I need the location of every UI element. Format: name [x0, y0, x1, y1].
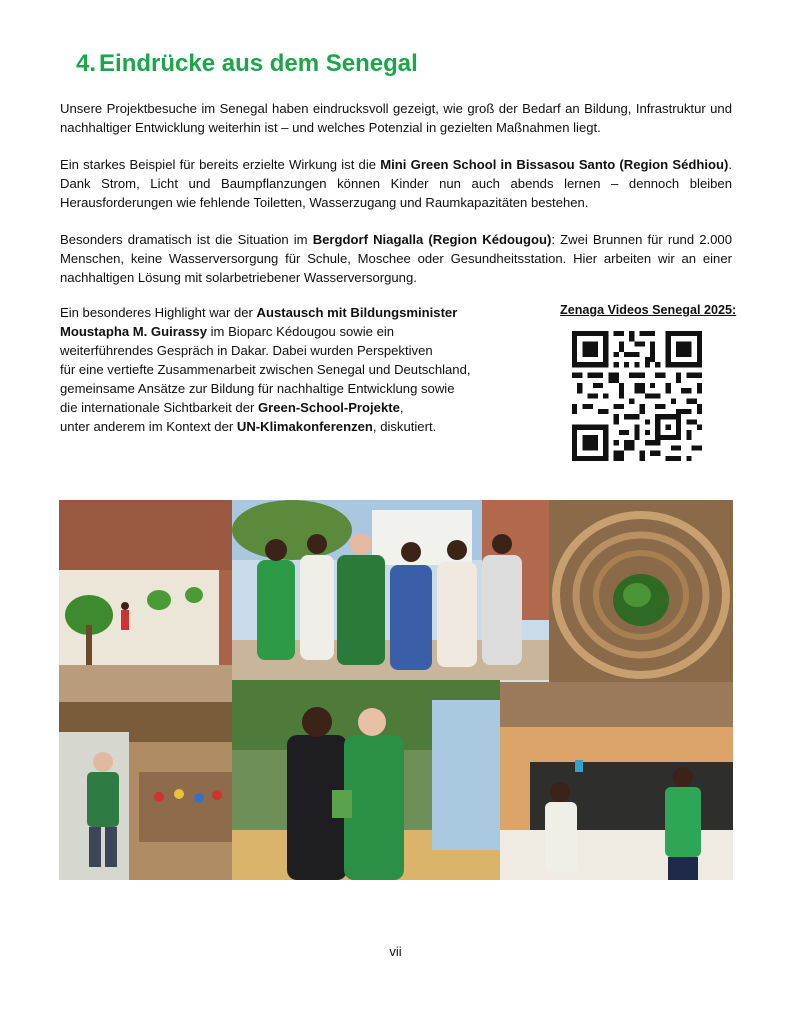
text-line: unter anderem im Kontext der UN-Klimakonferenzen, diskutiert.	[60, 419, 437, 434]
photo-group-meeting	[232, 500, 549, 680]
paragraph-text: . Dank Strom, Licht und Baumpflanzungen können Kinder nun auch abends lernen – dennoch bleiben Herausforderungen wie fehlende Toiletten, Wasserzugang und Raumkapazitäten bestehen.	[60, 157, 732, 210]
paragraph-mini-green-school	[60, 155, 732, 212]
section-heading	[76, 50, 418, 78]
paragraph-text: Ein starkes Beispiel für bereits erzielte Wirkung ist die	[60, 157, 381, 172]
photo-collage	[59, 500, 733, 880]
text-line: für eine vertiefte Zusammenarbeit zwischen Senegal und Deutschland,	[60, 362, 471, 377]
section-title: Eindrücke aus dem Senegal	[99, 50, 418, 77]
text-line: die internationale Sichtbarkeit der Green-School-Projekte,	[60, 400, 404, 415]
qr-code-image[interactable]	[572, 331, 702, 461]
photo-school-mural	[59, 500, 232, 702]
photo-minister-meeting	[232, 680, 500, 880]
paragraph-text: : Zwei Brunnen für rund 2.000 Menschen, keine Wasserversorgung für Schule, Moschee oder Gesundheitsstation. Hier arbeiten wir an einer nachhaltigen Lösung mit solarbetriebener Wasserversorgung.	[60, 232, 732, 285]
section-number: 4.	[76, 50, 97, 77]
paragraph-bold-school: Mini Green School in Bissasou Santo (Region Sédhiou)	[380, 157, 729, 172]
photo-woven-plant-guard	[549, 500, 733, 682]
text-line: Ein besonderes Highlight war der Austausch mit Bildungsminister	[60, 305, 458, 320]
paragraph-highlight	[60, 303, 530, 436]
paragraph-intro: Unsere Projektbesuche im Senegal haben eindrucksvoll gezeigt, wie groß der Bedarf an Bildung, Infrastruktur und nachhaltiger Entwicklung weiterhin ist – und welches Potenzial in gezielten Maßnahmen liegt.	[60, 101, 732, 135]
qr-caption-link[interactable]: Zenaga Videos Senegal 2025:	[560, 303, 737, 317]
page-number: vii	[389, 944, 402, 959]
photo-classroom-light	[500, 682, 733, 880]
paragraph-bold-village: Bergdorf Niagalla (Region Kédougou)	[312, 232, 552, 247]
text-line: Moustapha M. Guirassy im Bioparc Kédougou sowie ein	[60, 324, 395, 339]
photo-classroom-visit	[59, 702, 232, 880]
text-line: weiterführendes Gespräch in Dakar. Dabei wurden Perspektiven	[60, 343, 433, 358]
text-line: gemeinsame Ansätze zur Bildung für nachhaltige Entwicklung sowie	[60, 381, 455, 396]
paragraph-niagalla	[60, 230, 732, 287]
paragraph-text: Besonders dramatisch ist die Situation im	[60, 232, 313, 247]
